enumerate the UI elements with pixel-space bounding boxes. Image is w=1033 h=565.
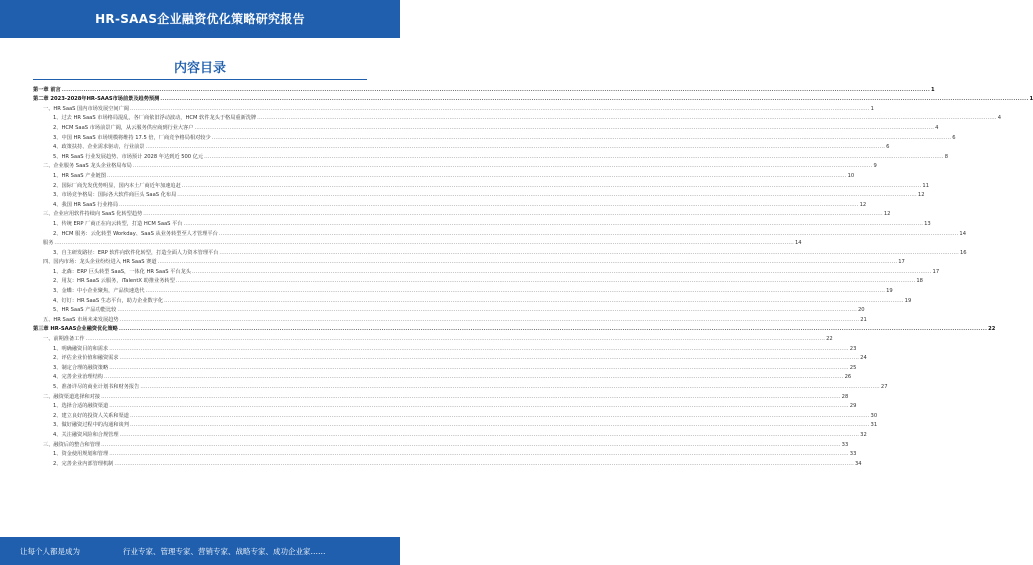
toc-page-number: 14 (794, 240, 802, 247)
toc-entry-title: 三、企业应用软件持续向 SaaS 化转型趋势 (43, 211, 143, 218)
toc-leader-dots: ................................................................................................................................................................................................................................................................................................................................................................................................................ (109, 364, 849, 371)
toc-leader-dots: ................................................................................................................................................................................................................................................................................................................................................................................................................ (211, 134, 952, 141)
toc-page-number: 34 (854, 460, 862, 467)
toc-entry[interactable] (33, 237, 802, 247)
toc-entry[interactable] (33, 275, 923, 285)
toc-page-number: 1 (1029, 96, 1033, 103)
toc-leader-dots: ................................................................................................................................................................................................................................................................................................................................................................................................................ (117, 307, 857, 314)
toc-leader-dots: ................................................................................................................................................................................................................................................................................................................................................................................................................ (101, 393, 841, 400)
toc-leader-dots: ................................................................................................................................................................................................................................................................................................................................................................................................................ (204, 153, 944, 160)
toc-leader-dots: ................................................................................................................................................................................................................................................................................................................................................................................................................ (175, 278, 916, 285)
toc-leader-dots: ................................................................................................................................................................................................................................................................................................................................................................................................................ (109, 451, 849, 458)
toc-page-number: 19 (904, 297, 912, 304)
toc-page-number: 22 (988, 326, 996, 333)
toc-entry-title: 4、关注融资风险和合规管理 (53, 431, 119, 438)
toc-page-number: 32 (860, 431, 867, 438)
toc-entry-title: 2、HCM 服务：云化转型 Workday、SaaS 从业务转型至人才管理平台 (53, 230, 218, 237)
toc-entry[interactable] (33, 169, 855, 179)
toc-entry-title: 2、建立良好的投资人关系和渠道 (53, 412, 129, 419)
toc-leader-dots: ................................................................................................................................................................................................................................................................................................................................................................................................................ (109, 345, 849, 352)
toc-entry[interactable] (33, 198, 867, 208)
toc-entry[interactable] (33, 217, 931, 227)
toc-entry-title: 3、金蝶：中小企业聚焦，产品快速迭代 (53, 288, 145, 295)
toc-page-number: 6 (886, 144, 890, 151)
toc-entry-title: 3、制定合理的融资策略 (53, 364, 109, 371)
toc-leader-dots: ................................................................................................................................................................................................................................................................................................................................................................................................................ (194, 124, 935, 131)
toc-entry[interactable] (33, 428, 867, 438)
toc-page-number: 1 (931, 86, 935, 93)
toc-page-number: 11 (922, 182, 930, 189)
toc-entry[interactable] (33, 390, 849, 400)
page-header-band (0, 0, 400, 38)
toc-entry-title: 1、传统 ERP 厂商正在向云转型，打造 HCM SaaS 平台 (53, 220, 183, 227)
toc-page-number: 30 (870, 412, 878, 419)
toc-entry[interactable] (33, 294, 912, 304)
toc-entry[interactable] (33, 313, 867, 323)
toc-entry-title: 1、资金使用规划和管理 (53, 451, 109, 458)
toc-page-number: 20 (857, 307, 865, 314)
toc-page-number: 16 (960, 249, 967, 256)
toc-entry-title: 1、选择合适的融资渠道 (53, 403, 109, 410)
toc-entry-title: 二、企业服务 SaaS 龙头企业格局布局 (43, 163, 132, 170)
toc-entry[interactable] (33, 246, 967, 256)
toc-page-number: 21 (860, 316, 867, 323)
toc-leader-dots: ................................................................................................................................................................................................................................................................................................................................................................................................................ (119, 355, 860, 362)
toc-leader-dots: ................................................................................................................................................................................................................................................................................................................................................................................................................ (164, 297, 904, 304)
toc-leader-dots: ................................................................................................................................................................................................................................................................................................................................................................................................................ (119, 201, 859, 208)
toc-heading: 内容目录 (173, 61, 226, 76)
toc-entry[interactable] (33, 284, 893, 295)
toc-page-number: 12 (859, 201, 867, 208)
toc-entry-title: 2、国际厂商先发优势明显，国内本土厂商近年加速追赶 (53, 182, 181, 189)
toc-entry[interactable] (33, 141, 890, 151)
toc-leader-dots: ................................................................................................................................................................................................................................................................................................................................................................................................................ (145, 288, 886, 295)
toc-page-number: 12 (917, 192, 925, 199)
toc-leader-dots: ................................................................................................................................................................................................................................................................................................................................................................................................................ (132, 163, 873, 170)
toc-page-number: 23 (849, 345, 857, 352)
toc-entry[interactable] (33, 371, 852, 381)
toc-entry-title: 1、过去 HR SaaS 市场格局混乱，各厂商依旧浮动波动，HCM 软件龙头于格局重新洗牌 (53, 115, 257, 122)
toc-leader-dots: ................................................................................................................................................................................................................................................................................................................................................................................................................ (54, 240, 794, 247)
toc-entry-title: 2、HCM SaaS 市场前景广阔，从云服务供应商到行业大客户 (53, 124, 194, 131)
toc-leader-dots: ................................................................................................................................................................................................................................................................................................................................................................................................................ (119, 316, 860, 323)
toc-leader-dots: ................................................................................................................................................................................................................................................................................................................................................................................................................ (85, 336, 826, 343)
toc-entry-title: 第二章 2023-2028年HR-SAAS市场前景及趋势预测 (33, 96, 160, 103)
toc-entry[interactable] (33, 208, 891, 218)
toc-leader-dots: ................................................................................................................................................................................................................................................................................................................................................................................................................ (129, 412, 870, 419)
toc-leader-dots: ................................................................................................................................................................................................................................................................................................................................................................................................................ (104, 374, 844, 381)
toc-leader-dots: ................................................................................................................................................................................................................................................................................................................................................................................................................ (145, 144, 886, 151)
toc-entry[interactable] (33, 179, 930, 189)
toc-entry-title: 4、完善企业治理结构 (53, 374, 103, 381)
toc-leader-dots: ................................................................................................................................................................................................................................................................................................................................................................................................................ (218, 230, 959, 237)
toc-entry[interactable] (33, 112, 1002, 122)
toc-page-number: 4 (935, 124, 939, 131)
toc-page-number: 12 (883, 211, 891, 218)
toc-page-number: 14 (959, 230, 967, 237)
toc-page-number: 9 (873, 163, 877, 170)
toc-entry-title: 3、自主研发路径：ERP 软件向软件化转型，打造全面人力资本管理平台 (53, 249, 219, 256)
toc-page-number: 6 (952, 134, 956, 141)
toc-entry-title: 一、HR SaaS 国内市场发展空间广阔 (43, 105, 129, 112)
toc-leader-dots: ................................................................................................................................................................................................................................................................................................................................................................................................................ (140, 384, 880, 390)
toc-leader-dots: ................................................................................................................................................................................................................................................................................................................................................................................................................ (160, 96, 1029, 103)
report-title: HR-SAAS企业融资优化策略研究报告 (95, 12, 305, 26)
toc-page-number: 33 (849, 451, 857, 458)
toc-entry[interactable] (33, 121, 939, 131)
toc-leader-dots: ................................................................................................................................................................................................................................................................................................................................................................................................................ (130, 105, 870, 112)
toc-entry-title: 服务 (43, 240, 54, 247)
toc-leader-dots: ................................................................................................................................................................................................................................................................................................................................................................................................................ (61, 86, 931, 93)
toc-page-number: 18 (916, 278, 923, 285)
toc-leader-dots: ................................................................................................................................................................................................................................................................................................................................................................................................................ (107, 172, 847, 179)
toc-page-number: 17 (932, 268, 940, 275)
toc-entry-title: 4、钉钉：HR SaaS 生态平台，助力企业数字化 (53, 297, 164, 304)
toc-entry-title: 4、我国 HR SaaS 行业格局 (53, 201, 119, 208)
toc-entry-title: 2、完善企业内部管理机制 (53, 460, 114, 467)
toc-entry[interactable] (33, 419, 878, 429)
toc-entry[interactable] (33, 380, 888, 390)
toc-entry[interactable] (33, 438, 849, 448)
toc-entry-title: 五、HR SaaS 市场未来发展趋势 (43, 316, 119, 323)
toc-entry[interactable] (33, 102, 874, 112)
toc-leader-dots: ................................................................................................................................................................................................................................................................................................................................................................................................................ (143, 211, 883, 218)
toc-page-number: 17 (898, 259, 905, 266)
toc-page-number: 13 (924, 220, 931, 227)
toc-leader-dots: ................................................................................................................................................................................................................................................................................................................................................................................................................ (109, 403, 849, 410)
toc-entry[interactable] (33, 352, 867, 362)
toc-page-number: 4 (997, 115, 1002, 122)
toc-entry[interactable] (33, 304, 865, 314)
toc-page-number: 27 (880, 384, 888, 390)
toc-leader-dots: ................................................................................................................................................................................................................................................................................................................................................................................................................ (101, 441, 841, 448)
toc-entry-title: 5、HR SaaS 行业发展趋势、市场预计 2028 年达到近 500 亿元 (53, 153, 204, 160)
toc-entry[interactable] (33, 189, 925, 199)
toc-page-number: 29 (849, 403, 857, 410)
toc-entry[interactable] (33, 409, 878, 419)
toc-entry[interactable] (33, 400, 857, 410)
toc-entry-title: 1、北森：ERP 巨头转型 SaaS，一体化 HR SaaS 平台龙头 (53, 268, 191, 275)
toc-page-number: 1 (870, 105, 874, 112)
toc-entry[interactable] (33, 160, 877, 170)
toc-leader-dots: ................................................................................................................................................................................................................................................................................................................................................................................................................ (257, 115, 997, 122)
toc-page-number: 25 (849, 364, 857, 371)
toc-entry-title: 二、融资渠道选择和对接 (43, 393, 101, 400)
page-footer-band (0, 537, 400, 565)
footer-roles: 行业专家、管理专家、营销专家、战略专家、成功企业家…… (123, 547, 326, 556)
toc-leader-dots: ................................................................................................................................................................................................................................................................................................................................................................................................................ (118, 326, 988, 333)
toc-leader-dots: ................................................................................................................................................................................................................................................................................................................................................................................................................ (181, 182, 922, 189)
toc-entry[interactable] (33, 265, 940, 275)
toc-divider (33, 79, 367, 80)
footer-slogan: 让每个人都是成为 (20, 547, 80, 556)
toc-entry-title: 3、做好融资过程中的沟通和谈判 (53, 422, 129, 429)
toc-entry-title: 2、评估企业价值和融资需求 (53, 355, 119, 362)
toc-page-number: 10 (847, 172, 855, 179)
toc-leader-dots: ................................................................................................................................................................................................................................................................................................................................................................................................................ (114, 460, 854, 467)
toc-leader-dots: ................................................................................................................................................................................................................................................................................................................................................................................................................ (219, 249, 959, 256)
toc-entry-title: 一、前期准备工作 (43, 336, 85, 343)
toc-page-number: 24 (860, 355, 867, 362)
toc-page-number: 19 (886, 288, 893, 295)
table-of-contents (33, 83, 1033, 467)
toc-entry[interactable] (33, 227, 967, 237)
toc-entry-title: 1、明确融资目的和需求 (53, 345, 109, 352)
toc-leader-dots: ................................................................................................................................................................................................................................................................................................................................................................................................................ (119, 431, 860, 438)
toc-page-number: 26 (844, 374, 852, 381)
toc-entry-title: 3、市场竞争格局：国际各大软件商巨头 SaaS 化布局 (53, 192, 177, 199)
toc-entry[interactable] (33, 332, 833, 343)
toc-entry[interactable] (33, 342, 857, 352)
toc-entry[interactable] (33, 361, 857, 371)
toc-leader-dots: ................................................................................................................................................................................................................................................................................................................................................................................................................ (183, 220, 924, 227)
toc-page-number: 33 (841, 441, 849, 448)
toc-entry[interactable] (33, 323, 996, 333)
toc-entry[interactable] (33, 256, 905, 266)
toc-entry-title: 三、融资后的整合和管理 (43, 441, 101, 448)
toc-entry[interactable] (33, 93, 1033, 103)
toc-entry[interactable] (33, 150, 949, 160)
toc-entry[interactable] (33, 131, 956, 141)
toc-entry-title: 5、HR SaaS 产品功能比较 (53, 307, 117, 314)
toc-entry-title: 四、国内市场：龙头企业纷纷进入 HR SaaS 赛道 (43, 259, 157, 266)
toc-entry-title: 1、HR SaaS 产业链图 (53, 172, 106, 179)
toc-leader-dots: ................................................................................................................................................................................................................................................................................................................................................................................................................ (157, 259, 898, 266)
toc-page-number: 28 (841, 393, 849, 400)
toc-page-number: 31 (870, 422, 878, 429)
toc-entry[interactable] (33, 83, 935, 93)
toc-page-number: 22 (826, 336, 833, 343)
toc-entry[interactable] (33, 448, 857, 458)
toc-page-number: 8 (944, 153, 949, 160)
toc-leader-dots: ................................................................................................................................................................................................................................................................................................................................................................................................................ (191, 268, 932, 275)
toc-entry-title: 第一章 前言 (33, 86, 61, 93)
toc-entry-title: 2、用友：HR SaaS 云服务，iTalentX 助推业务转型 (53, 278, 175, 285)
toc-entry-title: 第三章 HR-SAAS企业融资优化策略 (33, 326, 118, 333)
toc-leader-dots: ................................................................................................................................................................................................................................................................................................................................................................................................................ (129, 422, 870, 429)
toc-entry-title: 3、中国 HR SaaS 市场规模将维持 17.5 倍，厂商竞争格局相对较少 (53, 134, 211, 141)
toc-entry-title: 4、政策扶持、企业需求驱动，行业前景 (53, 144, 145, 151)
toc-entry[interactable] (33, 457, 862, 467)
toc-leader-dots: ................................................................................................................................................................................................................................................................................................................................................................................................................ (177, 192, 917, 199)
toc-entry-title: 5、准备详尽的商业计划书和财务报告 (53, 384, 140, 390)
